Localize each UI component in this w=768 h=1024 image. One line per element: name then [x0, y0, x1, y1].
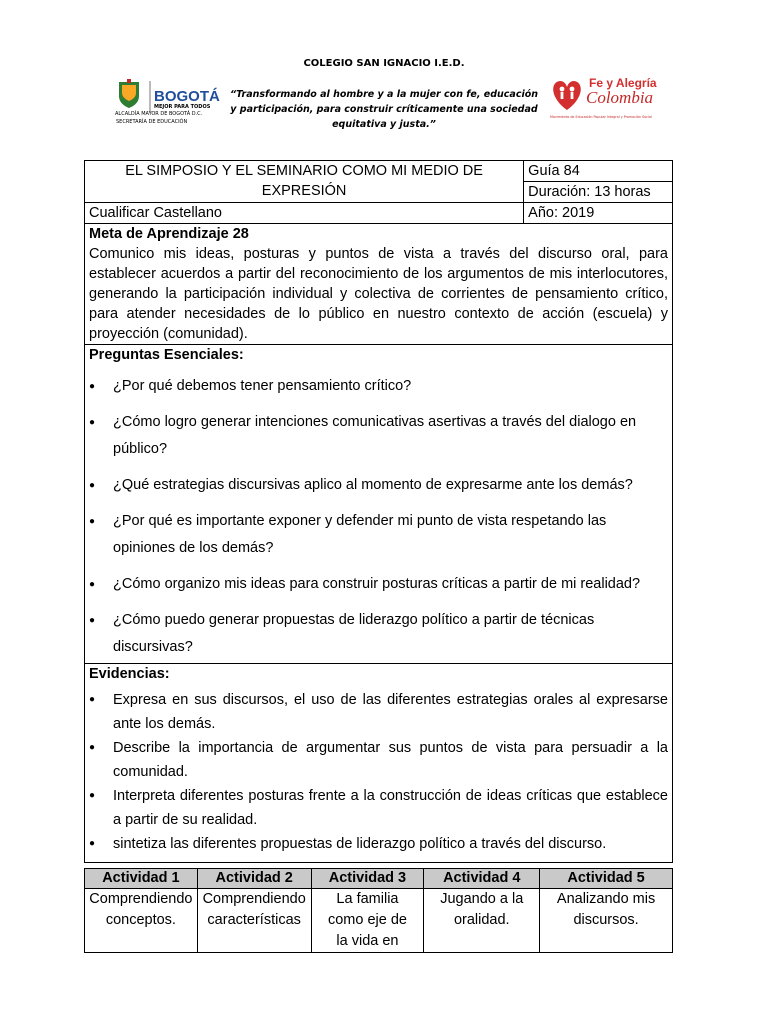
- evidences-heading: Evidencias:: [89, 666, 170, 682]
- subject: Cualificar Castellano: [85, 203, 524, 224]
- question-item: ● ¿Por qué es importante exponer y defender mi punto de vista respetando las opiniones de los demás?: [89, 508, 668, 562]
- guide-title: EL SIMPOSIO Y EL SEMINARIO COMO MI MEDIO DE EXPRESIÓN: [85, 161, 524, 203]
- learning-goal-text: Comunico mis ideas, posturas y puntos de vista a través del discurso oral, para establecer acuerdos a partir del reconocimiento de los argumentos de mis interlocutores, generando la participación individual y colectiva de corrientes de pensamiento crítico, para atender necesidades de lo público en nuestro contexto de acción (escuela) y proyección (comunidad).: [89, 246, 668, 342]
- bogota-tagline: MEJOR PARA TODOS: [154, 104, 211, 110]
- guide-number: Guía 84: [524, 161, 673, 182]
- school-name: COLEGIO SAN IGNACIO I.E.D.: [303, 58, 465, 69]
- bogota-logo: [113, 76, 223, 126]
- year: Año: 2019: [524, 203, 673, 224]
- activity-cell: Analizando mis discursos.: [540, 889, 673, 953]
- essential-questions-heading: Preguntas Esenciales:: [89, 347, 244, 363]
- activities-table: [84, 868, 673, 953]
- guide-duration: Duración: 13 horas: [524, 182, 673, 203]
- activity-cell: La familia como eje de la vida en: [311, 889, 424, 953]
- question-item: ● ¿Qué estrategias discursivas aplico al momento de expresarme ante los demás?: [89, 472, 668, 499]
- evidence-item: ● Expresa en sus discursos, el uso de las diferentes estrategias orales al expresarse ante los demás.: [89, 688, 668, 736]
- school-motto: “Transformando al hombre y a la mujer con fe, educación y participación, para construir críticamente una sociedad equitativa y justa.”: [229, 89, 538, 130]
- activity-cell: Comprendiendo conceptos.: [85, 889, 198, 953]
- education-dept: SECRETARÍA DE EDUCACIÓN: [116, 119, 188, 125]
- evidence-item: ● sintetiza las diferentes propuestas de liderazgo político a través del discurso.: [89, 832, 668, 856]
- colombia-wordmark: Colombia: [586, 88, 654, 107]
- fe-y-alegria-name: Fe y Alegría: [589, 76, 657, 90]
- bogota-wordmark: BOGOTÁ: [154, 88, 220, 105]
- question-item: ● ¿Cómo organizo mis ideas para construir posturas críticas a partir de mi realidad?: [89, 571, 668, 598]
- guide-table: [84, 160, 673, 863]
- fe-y-alegria-logo: [548, 72, 660, 124]
- seal-text: ALCALDÍA MAYOR DE BOGOTÁ D.C.: [115, 111, 203, 117]
- evidences-cell: [85, 664, 673, 863]
- activity-header: Actividad 5: [540, 869, 673, 889]
- activity-cell: Jugando a la oralidad.: [424, 889, 540, 953]
- learning-goal-cell: [85, 224, 673, 345]
- heart-icon: [553, 81, 581, 110]
- question-item: ● ¿Cómo puedo generar propuestas de liderazgo político a partir de técnicas discursivas?: [89, 607, 668, 661]
- activity-cell: Comprendiendo características: [197, 889, 311, 953]
- coat-of-arms-icon: [119, 79, 139, 108]
- fe-y-alegria-tagline: Movimiento de Educación Popular Integral y Promoción Social: [550, 115, 652, 119]
- activity-header: Actividad 1: [85, 869, 198, 889]
- question-item: ● ¿Cómo logro generar intenciones comunicativas asertivas a través del dialogo en público?: [89, 409, 668, 463]
- activity-header: Actividad 4: [424, 869, 540, 889]
- essential-questions-cell: [85, 345, 673, 664]
- evidence-item: ● Describe la importancia de argumentar sus puntos de vista para persuadir a la comunidad.: [89, 736, 668, 784]
- activity-header: Actividad 3: [311, 869, 424, 889]
- learning-goal-heading: Meta de Aprendizaje 28: [89, 226, 249, 242]
- activity-header: Actividad 2: [197, 869, 311, 889]
- evidence-item: ● Interpreta diferentes posturas frente a la construcción de ideas críticas que establece a partir de su realidad.: [89, 784, 668, 832]
- question-item: ● ¿Por qué debemos tener pensamiento crítico?: [89, 373, 668, 400]
